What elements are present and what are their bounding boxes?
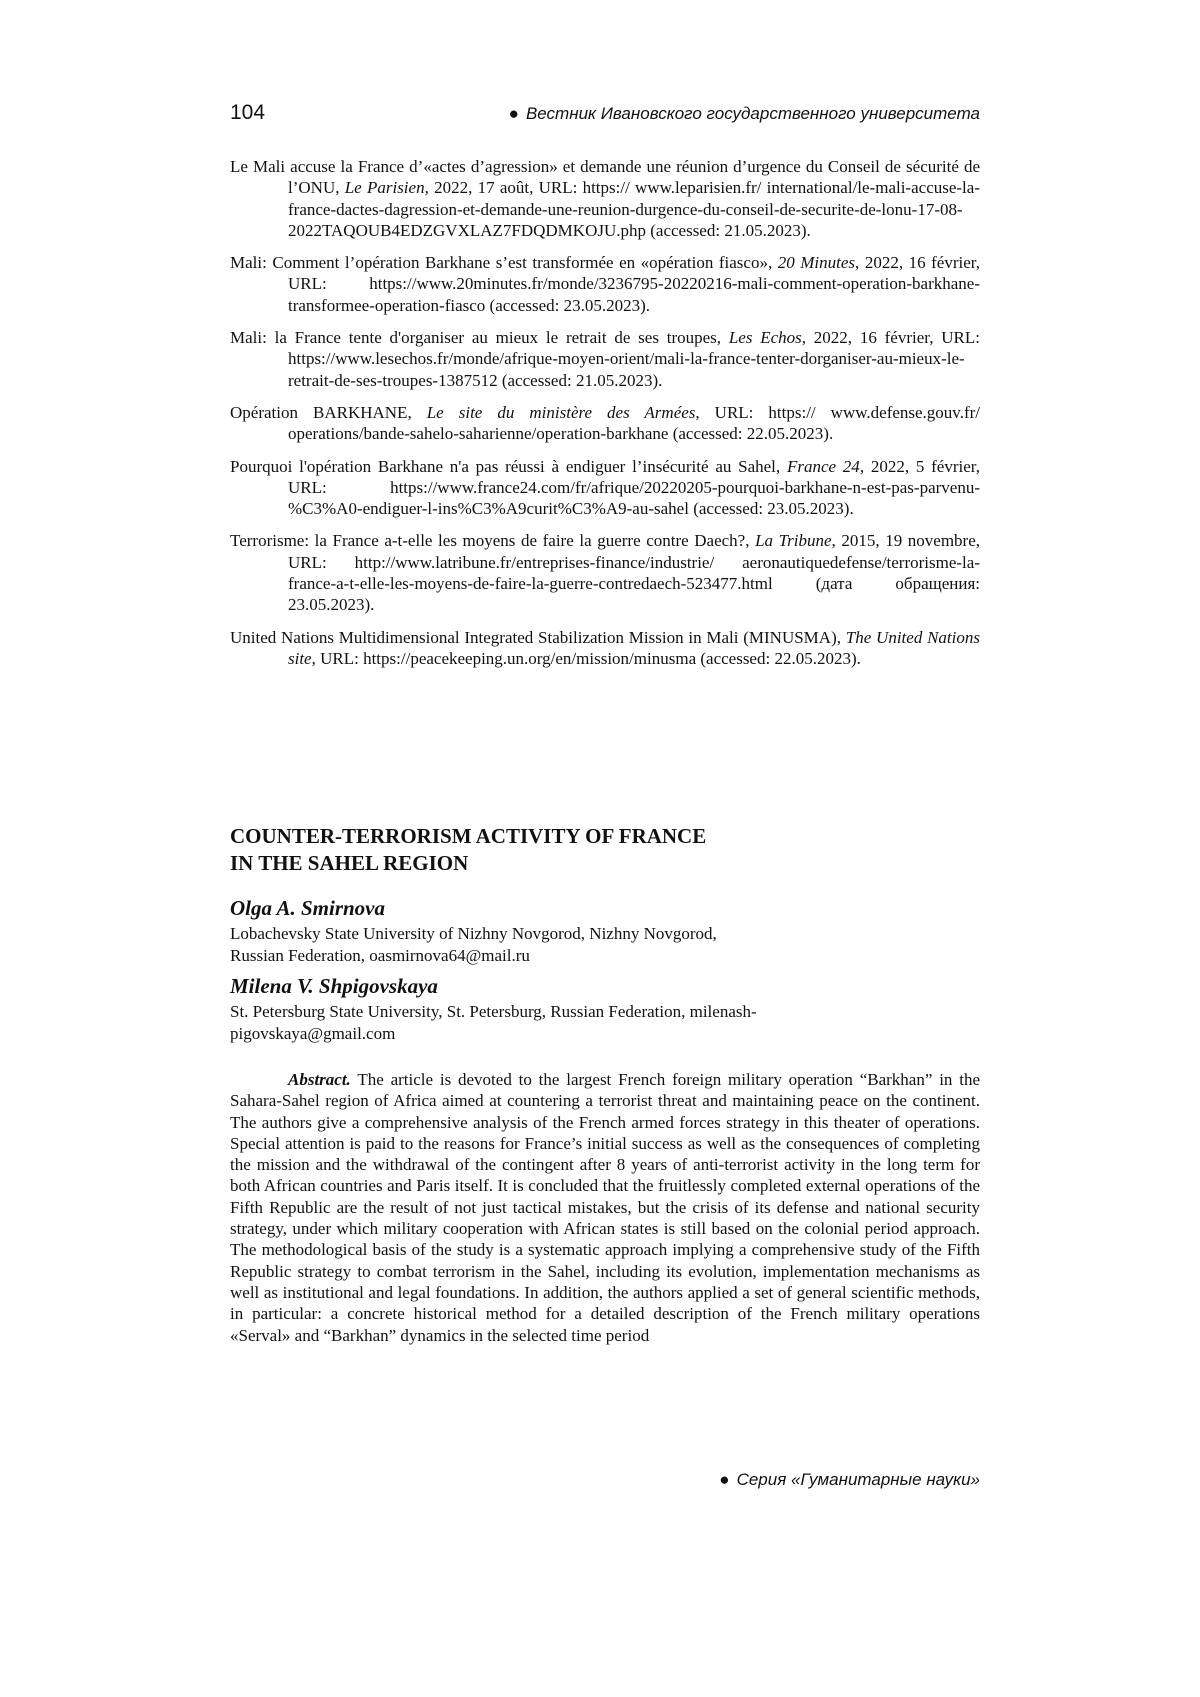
- page-number: 104: [230, 101, 266, 124]
- reference-item: Mali: Comment l’opération Barkhane s’est transformée en «opération fiasco», 20 Minutes, 2022, 16 février, URL: https://www.20minutes.fr/monde/3236795-20220216-mali-comment-operation-barkhane-transformee-operation-fiasco (accessed: 23.05.2023).: [230, 253, 980, 315]
- bullet-icon: ●: [719, 1470, 730, 1489]
- author-name: Olga A. Smirnova: [230, 896, 385, 920]
- source-title: Le Parisien: [344, 178, 425, 198]
- author-name: Milena V. Shpigovskaya: [230, 974, 438, 998]
- source-title: La Tribune: [755, 531, 832, 551]
- reference-item: Mali: la France tente d'organiser au mieux le retrait de ses troupes, Les Echos, 2022, 16 février, URL: https://www.lesechos.fr/monde/afrique-moyen-orient/mali-la-france-tenter-dorganiser-au-mieux-le-retrait-de-ses-troupes-1387512 (accessed: 21.05.2023).: [230, 328, 980, 390]
- series-title: Серия «Гуманитарные науки»: [736, 1470, 980, 1489]
- source-title: Les Echos: [728, 328, 802, 348]
- abstract: [230, 1069, 980, 1346]
- source-title: France 24: [786, 456, 860, 476]
- reference-item: Opération BARKHANE, Le site du ministère des Armées, URL: https:// www.defense.gouv.fr/ operations/bande-sahelo-saharienne/operation-barkhane (accessed: 22.05.2023).: [230, 402, 980, 444]
- reference-item: Terrorisme: la France a-t-elle les moyens de faire la guerre contre Daech?, La Tribune, 2015, 19 novembre, URL: http://www.latribune.fr/entreprises-finance/industrie/ aeronautiquedefense/terrorisme-la-france-a-t-elle-les-moyens-de-faire-la-guerre-contredaech-523477.html (дата обращения: 23.05.2023).: [230, 531, 980, 615]
- running-footer: [719, 1470, 980, 1490]
- abstract-label: Abstract.: [288, 1070, 351, 1089]
- journal-title-text: Вестник Ивановского государственного университета: [525, 104, 980, 123]
- bullet-icon: ●: [508, 104, 519, 123]
- journal-title: [509, 104, 980, 124]
- article-block: [230, 823, 980, 1346]
- reference-item: Le Mali accuse la France d’«actes d’agression» et demande une réunion d’urgence du Conseil de sécurité de l’ONU, Le Parisien, 2022, 17 août, URL: https:// www.leparisien.fr/ international/le-mali-accuse-la-france-dactes-dagression-et-demande-une-reunion-durgence-du-conseil-de-securite-de-lonu-17-08-2022TAQOUB4EDZGVXLAZ7FDQDMKOJU.php (accessed: 21.05.2023).: [230, 157, 980, 240]
- reference-item: United Nations Multidimensional Integrated Stabilization Mission in Mali (MINUSMA), The United Nations site, URL: https://peacekeeping.un.org/en/mission/minusma (accessed: 22.05.2023).: [230, 627, 980, 668]
- author-affiliation: Lobachevsky State University of Nizhny Novgorod, Nizhny Novgorod, Russian Federation, oasmirnova64@mail.ru: [230, 924, 717, 965]
- source-title: Le site du ministère des Armées: [426, 402, 696, 422]
- reference-item: Pourquoi l'opération Barkhane n'a pas réussi à endiguer l’insécurité au Sahel, France 24, 2022, 5 février, URL: https://www.france24.com/fr/afrique/20220205-pourquoi-barkhane-n-est-pas-parvenu-%C3%A0-endiguer-l-ins%C3%A9curit%C3%A9-au-sahel (accessed: 23.05.2023).: [230, 456, 980, 519]
- running-header: [230, 101, 980, 131]
- article-title: COUNTER-TERRORISM ACTIVITY OF FRANCE IN THE SAHEL REGION: [230, 824, 707, 875]
- source-title: 20 Minutes: [777, 253, 856, 273]
- abstract-text: The article is devoted to the largest French foreign military operation “Barkhan” in the Sahara-Sahel region of Africa aimed at countering a terrorist threat and maintaining peace on the continent. The authors give a comprehensive analysis of the French armed forces strategy in this theater of operations. Special attention is paid to the reasons for France’s initial success as well as the consequences of completing the mission and the withdrawal of the contingent after 8 years of anti-terrorist activity in the long term for both African countries and Paris itself. It is concluded that the fruitlessly completed external operations of the Fifth Republic are the result of not just tactical mistakes, but the crisis of its defense and national security strategy, under which military cooperation with African states is still based on the colonial period approach. The methodological basis of the study is a systematic approach implying a comprehensive study of the Fifth Republic strategy to combat terrorism in the Sahel, including its evolution, implementation mechanisms as well as institutional and legal foundations. In addition, the authors applied a set of general scientific methods, in particular: a concrete historical method for a detailed description of the French military operations «Serval» and “Barkhan” dynamics in the selected time period: [230, 1070, 980, 1345]
- reference-list: [230, 156, 980, 680]
- source-title: The United Nations site: [288, 627, 980, 668]
- author-affiliation: St. Petersburg State University, St. Petersburg, Russian Federation, milenash- pigovskaya@gmail.com: [230, 1002, 757, 1043]
